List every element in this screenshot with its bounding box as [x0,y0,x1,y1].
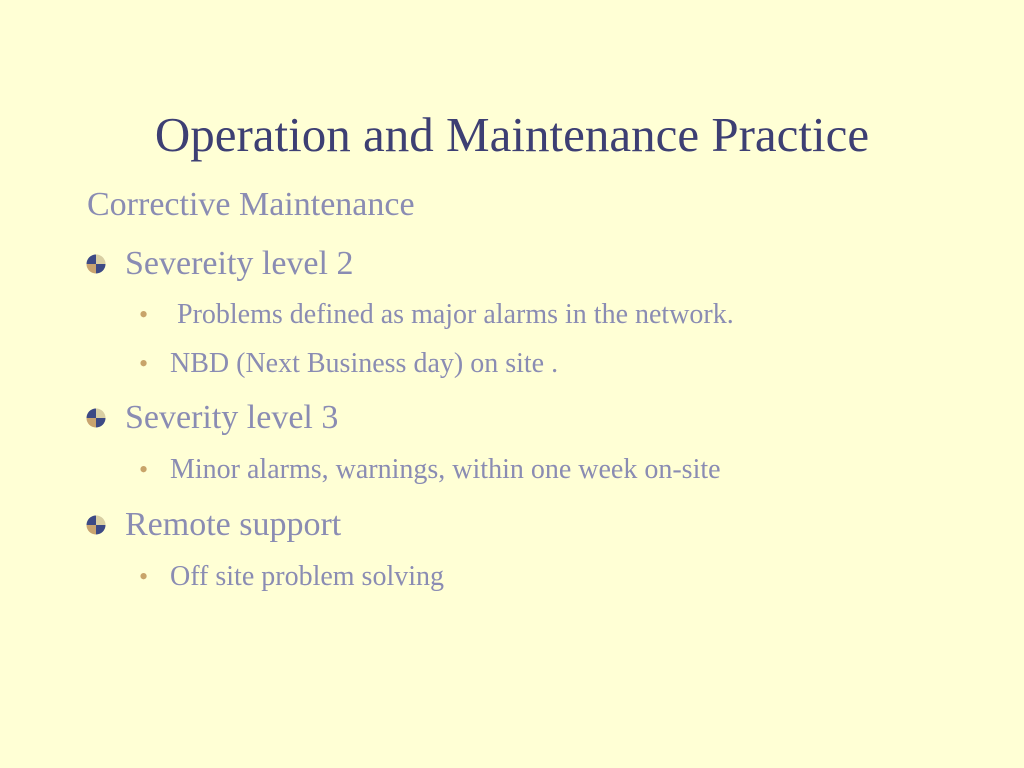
sub-bullet-item [139,559,444,595]
section-heading: Corrective Maintenance [87,186,415,223]
sub-bullet-item [139,297,734,333]
sub-bullet-item [139,452,721,488]
sub-bullet-text: Off site problem solving [170,561,445,592]
sub-bullet-item [139,346,558,382]
bullet-label: Severeity level 2 [125,245,354,282]
bullet-item-severity-3 [86,396,338,440]
bullet-item-remote-support [86,503,341,547]
quadrant-bullet-icon [86,515,106,535]
sub-bullet-dot: • [139,349,149,378]
sub-bullet-text: NBD (Next Business day) on site . [170,348,559,379]
quadrant-bullet-icon [86,254,106,274]
sub-bullet-text: Problems defined as major alarms in the network. [170,299,734,330]
slide-title: Operation and Maintenance Practice [154,107,870,162]
sub-bullet-dot: • [139,300,149,329]
sub-bullet-dot: • [139,455,149,484]
bullet-label: Severity level 3 [125,399,339,436]
sub-bullet-dot: • [139,562,149,591]
sub-bullet-text: Minor alarms, warnings, within one week on-site [170,454,721,485]
bullet-item-severity-2 [86,242,353,286]
quadrant-bullet-icon [86,408,106,428]
bullet-label: Remote support [125,506,342,543]
